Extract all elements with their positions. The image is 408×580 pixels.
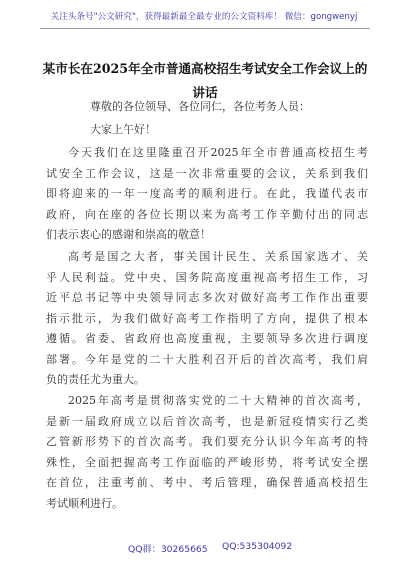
- paragraph-1: [46, 143, 368, 246]
- paragraph-line: 乎人民利益。党中央、国务院高度重视高考招生工作，习: [46, 270, 368, 284]
- document-title-line-2: 讲话: [192, 85, 218, 100]
- paragraph-line: 是新一届政府成立以后首次高考，也是新冠疫情实行乙类: [46, 414, 368, 428]
- footer-qq-group: QQ群：30265665: [128, 544, 208, 555]
- paragraph-line: 政府，向在座的各位长期以来为高考工作辛勤付出的同志: [46, 207, 368, 221]
- header-divider: [40, 28, 370, 29]
- paragraph-line: 考试顺利进行。: [46, 496, 123, 510]
- paragraph-3: [46, 391, 368, 514]
- paragraph-line: 殊性，全面把握高考工作面临的严峻形势，将考试安全摆: [46, 455, 368, 469]
- paragraph-line: 乙管新形势下的首次高考。我们要充分认识今年高考的特: [46, 435, 368, 448]
- greeting-text: 大家上午好！: [90, 123, 156, 136]
- paragraph-line: 指示批示，为我们做好高考工作指明了方向，提供了根本: [46, 311, 368, 325]
- paragraph-line: 们表示衷心的感谢和崇高的敬意！: [46, 228, 211, 241]
- footer-qq: QQ:535304092: [222, 541, 293, 552]
- paragraph-2: [46, 247, 368, 391]
- greeting: [68, 120, 368, 141]
- paragraph-line: 近平总书记等中央领导同志多次对做好高考工作作出重要: [46, 291, 368, 304]
- paragraph-line: 高考是国之大者，事关国计民生、关系国家选才、关: [68, 250, 368, 263]
- paragraph-line: 部署。今年是党的二十大胜利召开后的首次高考，我们肩: [46, 352, 368, 366]
- document-title-line-1: 某市长在2025年全市普通高校招生考试安全工作会议上的: [42, 61, 368, 76]
- header-note: 关注头条号"公文研究"，获得最新最全最专业的公文资料库！ 微信：gongwenyj: [50, 12, 358, 22]
- paragraph-line: 今天我们在这里隆重召开2025年全市普通高校招生考: [68, 146, 368, 159]
- paragraph-line: 负的责任尤为重大。: [46, 373, 145, 386]
- salutation-text: 尊敬的各位领导、各位同仁，各位考务人员：: [90, 100, 310, 113]
- paragraph-line: 遵循。省委、省政府也高度重视，主要领导多次进行调度: [46, 332, 368, 345]
- paragraph-line: 2025年高考是贯彻落实党的二十大精神的首次高考，: [68, 394, 368, 407]
- salutation: [68, 97, 368, 118]
- paragraph-line: 即将迎来的一年一度高考的顺利进行。在此，我谨代表市: [46, 187, 368, 200]
- paragraph-line: 在首位，注重考前、考中、考后管理，确保普通高校招生: [46, 476, 368, 489]
- paragraph-line: 试安全工作会议，这是一次非常重要的会议，关系到我们: [46, 166, 368, 180]
